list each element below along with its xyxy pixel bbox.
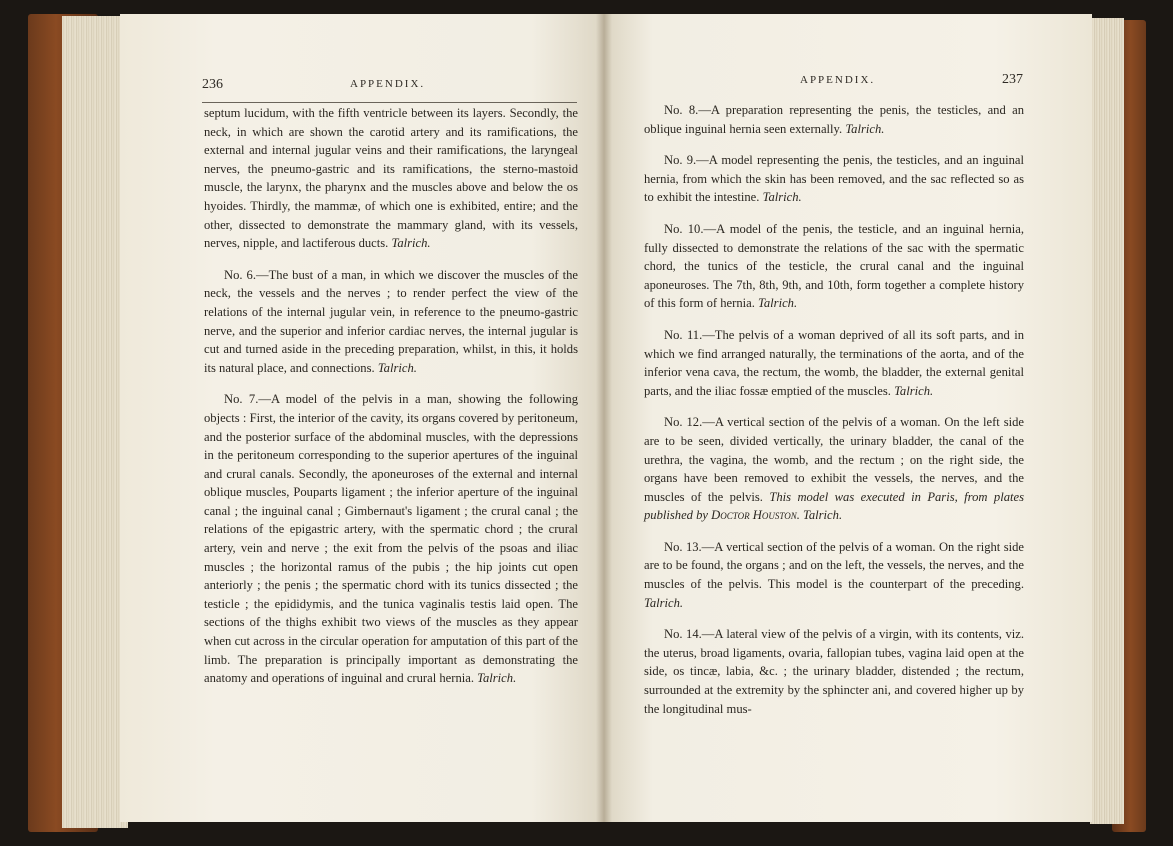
paragraph: No. 13.—A vertical section of the pelvis of a woman. On the right side are to be found, the organs ; and on the left, the vessels, the nerves, and the muscles of the pelvis. This model is the counterpart of the preceding. Talrich. xyxy=(644,539,1024,610)
paragraph: septum lucidum, with the fifth ventricle between its layers. Secondly, the neck, in which are shown the carotid artery and its ramifications, the external and internal jugular veins and their ramifications, the laryngeal nerves, the pneumo-gastric and its ramifications, the sterno-mastoid muscle, the larynx, the pharynx and the muscles above and below the os hyoides. Thirdly, the mammæ, of which one is exhibited, entire; and the other, dissected to demonstrate the mammary gland, with its vessels, nerves, nipple, and lactiferous ducts. Talrich. xyxy=(204,106,578,251)
italic-note: This model was executed in Paris, from plates published by Doctor Houston. xyxy=(644,489,1024,523)
left-page xyxy=(120,14,604,822)
book-gutter xyxy=(596,14,612,822)
running-head: APPENDIX. xyxy=(800,74,876,86)
paragraph: No. 11.—The pelvis of a woman deprived of all its soft parts, and in which we find arranged naturally, the terminations of the aorta, and of the inferior vena cava, the rectum, the womb, the bladder, the external genital parts, and the iliac fossæ emptied of the muscles. Talrich. xyxy=(644,327,1024,398)
header-rule xyxy=(202,102,577,103)
paragraph: No. 8.—A preparation representing the penis, the testicles, and an oblique inguinal hernia seen externally. Talrich. xyxy=(644,103,1024,136)
right-page xyxy=(604,14,1092,822)
paragraph: No. 6.—The bust of a man, in which we discover the muscles of the neck, the vessels and the nerves ; to render perfect the view of the relations of the internal jugular vein, in reference to the pneumo-gastric nerve, and the superior and inferior cardiac nerves, the internal jugular is cut and turned aside in the preceding preparation, whilst, in this, it holds its natural place, and connections. Talrich. xyxy=(204,267,578,375)
left-page-edges xyxy=(62,16,128,828)
paragraph: No. 7.—A model of the pelvis in a man, showing the following objects : First, the interior of the cavity, its organs covered by peritoneum, and the posterior surface of the abdominal muscles, with the depressions in the peritoneum corresponding to the superior apertures of the inguinal and crural canals. Secondly, the aponeuroses of the external and internal oblique muscles, Pouparts ligament ; the inferior aperture of the inguinal canal ; the inguinal canal ; Gimbernaut's ligament ; the crural canal ; the relations of the epigastric artery, with the spermatic chord ; the crural artery, vein and nerve ; the exit from the pelvis of the psoas and iliac muscles ; the horizontal ramus of the pubis ; the hip joints cut open anteriorly ; the penis ; the spermatic chord with its tunics dissected ; the testicle ; the epididymis, and the tunica vaginalis testis laid open. The sections of the thighs exhibit two views of the muscles as they appear when cut across in the circular operation for amputation of this part of the limb. The preparation is principally important as demonstrating the anatomy and operations of inguinal and crural hernia. Talrich. xyxy=(204,392,578,686)
right-page-edges xyxy=(1090,18,1124,824)
right-text-block xyxy=(644,101,1024,718)
paragraph: No. 12.—A vertical section of the pelvis of a woman. On the left side are to be seen, divided vertically, the urinary bladder, the canal of the urethra, the vagina, the womb, and the rectum ; on the right side, the organs have been removed to exhibit the vessels, the nerves, and the muscles of the pelvis. This model was executed in Paris, from plates published by Doctor Houston. Talrich. xyxy=(644,415,1024,523)
left-text-block xyxy=(204,104,578,688)
paragraph: No. 14.—A lateral view of the pelvis of a virgin, with its contents, viz. the uterus, broad ligaments, ovaria, fallopian tubes, vagina laid open at the side, os tincæ, labia, &c. ; the urinary bladder, distended ; the rectum, surrounded at the extremity by the sphincter ani, and covered higher up by the longitudinal mus- xyxy=(644,627,1024,716)
page-number: 237 xyxy=(1002,72,1023,87)
page-number: 236 xyxy=(202,77,223,92)
running-head: APPENDIX. xyxy=(350,78,426,90)
paragraph: No. 10.—A model of the penis, the testicle, and an inguinal hernia, fully dissected to demonstrate the relations of the sac with the spermatic chord, the tunics of the testicle, the crural canal and the inguinal aponeuroses. The 7th, 8th, 9th, and 10th, form together a complete history of this form of hernia. Talrich. xyxy=(644,221,1024,311)
paragraph: No. 9.—A model representing the penis, the testicles, and an inguinal hernia, from which the skin has been removed, and the sac reflected so as to exhibit the intestine. Talrich. xyxy=(644,153,1024,205)
